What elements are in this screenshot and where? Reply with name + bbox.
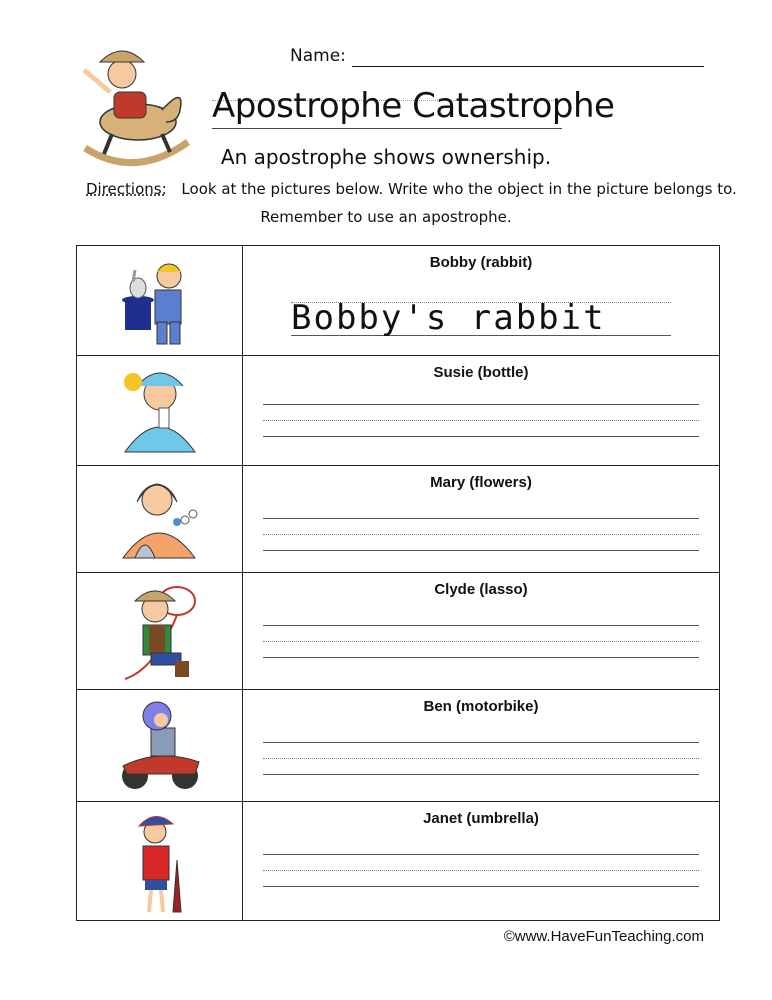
page-title: Apostrophe Catastrophe	[212, 86, 615, 126]
base-line[interactable]	[263, 436, 699, 437]
row-prompt: Mary (flowers)	[430, 474, 532, 491]
girl-with-flowers-icon	[115, 472, 205, 566]
kid-on-motorbike-icon	[115, 696, 207, 796]
top-line	[263, 854, 699, 855]
copyright-footer: ©www.HaveFunTeaching.com	[503, 928, 704, 945]
lady-with-umbrella-icon	[115, 808, 207, 916]
subtitle: An apostrophe shows ownership.	[220, 145, 552, 169]
mid-line	[263, 534, 699, 535]
directions-text: Look at the pictures below. Write who the object in the picture belongs to.	[181, 180, 737, 198]
sample-answer: Bobby's rabbit	[291, 298, 606, 338]
base-line[interactable]	[263, 657, 699, 658]
row-prompt: Janet (umbrella)	[423, 810, 539, 827]
picture-cell	[77, 246, 243, 355]
name-field-line[interactable]	[352, 66, 704, 67]
mid-line	[263, 758, 699, 759]
top-line	[263, 625, 699, 626]
picture-cell	[77, 690, 243, 801]
title-base-line	[212, 128, 562, 129]
cowboy-with-lasso-icon	[115, 579, 207, 685]
top-line	[263, 404, 699, 405]
directions-label: Directions:	[86, 180, 167, 198]
base-line[interactable]	[263, 886, 699, 887]
magician-with-rabbit-icon	[115, 252, 205, 350]
table-row	[77, 466, 719, 573]
table-row	[77, 802, 719, 920]
directions	[86, 180, 737, 198]
mid-line	[263, 420, 699, 421]
base-line[interactable]	[263, 550, 699, 551]
baby-with-bottle-icon	[115, 362, 205, 460]
row-prompt: Ben (motorbike)	[423, 698, 539, 715]
base-line[interactable]	[263, 774, 699, 775]
table-row	[77, 246, 719, 356]
table-row	[77, 690, 719, 802]
exercise-table	[76, 245, 720, 921]
row-prompt: Clyde (lasso)	[434, 581, 528, 598]
table-row	[77, 573, 719, 690]
picture-cell	[77, 466, 243, 572]
mid-line	[263, 870, 699, 871]
picture-cell	[77, 573, 243, 689]
picture-cell	[77, 802, 243, 920]
top-line	[263, 742, 699, 743]
table-row	[77, 356, 719, 466]
mid-line	[263, 641, 699, 642]
top-line	[263, 518, 699, 519]
name-label: Name:	[290, 46, 346, 66]
row-prompt: Susie (bottle)	[433, 364, 529, 381]
picture-cell	[77, 356, 243, 465]
reminder-text: Remember to use an apostrophe.	[260, 208, 512, 226]
row-prompt: Bobby (rabbit)	[429, 254, 533, 271]
